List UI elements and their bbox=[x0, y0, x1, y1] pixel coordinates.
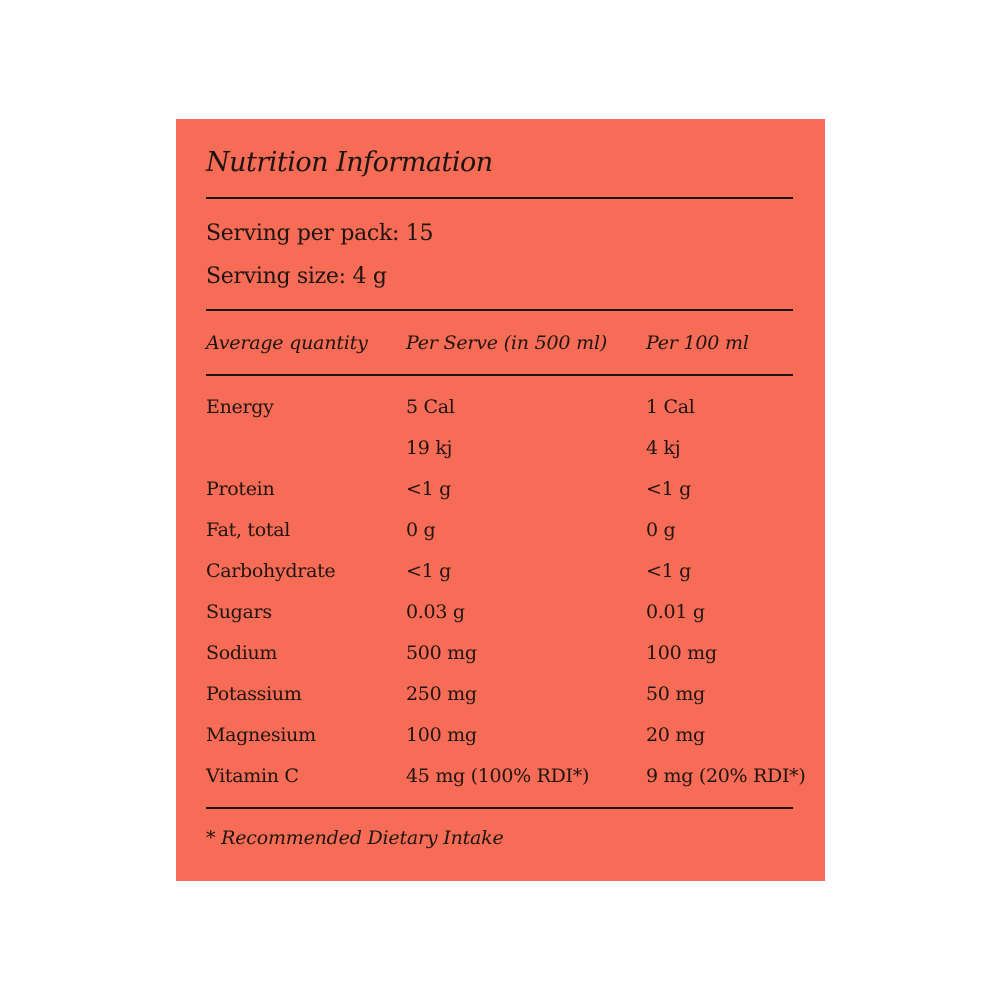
table-row bbox=[176, 396, 825, 426]
per-serve-value: 0.03 g bbox=[406, 601, 465, 623]
per-100ml-value: 50 mg bbox=[646, 683, 705, 705]
per-100ml-value: 0 g bbox=[646, 519, 676, 541]
serving-size: Serving size: 4 g bbox=[206, 264, 387, 289]
table-row bbox=[176, 437, 825, 467]
per-serve-value: 45 mg (100% RDI*) bbox=[406, 765, 590, 787]
serving-per-pack: Serving per pack: 15 bbox=[206, 221, 434, 246]
table-row bbox=[176, 601, 825, 631]
divider-top bbox=[206, 197, 793, 199]
per-serve-value: 0 g bbox=[406, 519, 436, 541]
panel-title: Nutrition Information bbox=[206, 147, 493, 178]
nutrient-name: Fat, total bbox=[206, 519, 291, 541]
footnote: * Recommended Dietary Intake bbox=[206, 827, 504, 849]
column-header-per-100ml: Per 100 ml bbox=[646, 332, 749, 354]
per-serve-value: 250 mg bbox=[406, 683, 477, 705]
nutrient-name: Protein bbox=[206, 478, 275, 500]
table-row bbox=[176, 642, 825, 672]
nutrient-name: Magnesium bbox=[206, 724, 316, 746]
per-serve-value: 19 kj bbox=[406, 437, 453, 459]
column-header-per-serve: Per Serve (in 500 ml) bbox=[406, 332, 608, 354]
per-serve-value: <1 g bbox=[406, 478, 452, 500]
per-100ml-value: 9 mg (20% RDI*) bbox=[646, 765, 806, 787]
column-header-average-quantity: Average quantity bbox=[206, 332, 368, 354]
per-serve-value: 100 mg bbox=[406, 724, 477, 746]
per-100ml-value: 4 kj bbox=[646, 437, 681, 459]
table-row bbox=[176, 478, 825, 508]
per-100ml-value: <1 g bbox=[646, 478, 692, 500]
per-serve-value: 5 Cal bbox=[406, 396, 455, 418]
per-100ml-value: <1 g bbox=[646, 560, 692, 582]
per-100ml-value: 100 mg bbox=[646, 642, 717, 664]
table-row bbox=[176, 519, 825, 549]
per-100ml-value: 20 mg bbox=[646, 724, 705, 746]
divider-servings bbox=[206, 309, 793, 311]
nutrition-panel bbox=[176, 119, 825, 881]
divider-bottom bbox=[206, 807, 793, 809]
table-row bbox=[176, 724, 825, 754]
per-100ml-value: 1 Cal bbox=[646, 396, 695, 418]
per-100ml-value: 0.01 g bbox=[646, 601, 705, 623]
table-row bbox=[176, 683, 825, 713]
nutrient-name: Sodium bbox=[206, 642, 278, 664]
per-serve-value: <1 g bbox=[406, 560, 452, 582]
nutrient-name: Carbohydrate bbox=[206, 560, 336, 582]
divider-header bbox=[206, 374, 793, 376]
table-row bbox=[176, 560, 825, 590]
per-serve-value: 500 mg bbox=[406, 642, 477, 664]
table-row bbox=[176, 765, 825, 795]
nutrient-name: Sugars bbox=[206, 601, 272, 623]
nutrient-name: Energy bbox=[206, 396, 274, 418]
nutrient-name: Potassium bbox=[206, 683, 302, 705]
nutrient-name: Vitamin C bbox=[206, 765, 299, 787]
